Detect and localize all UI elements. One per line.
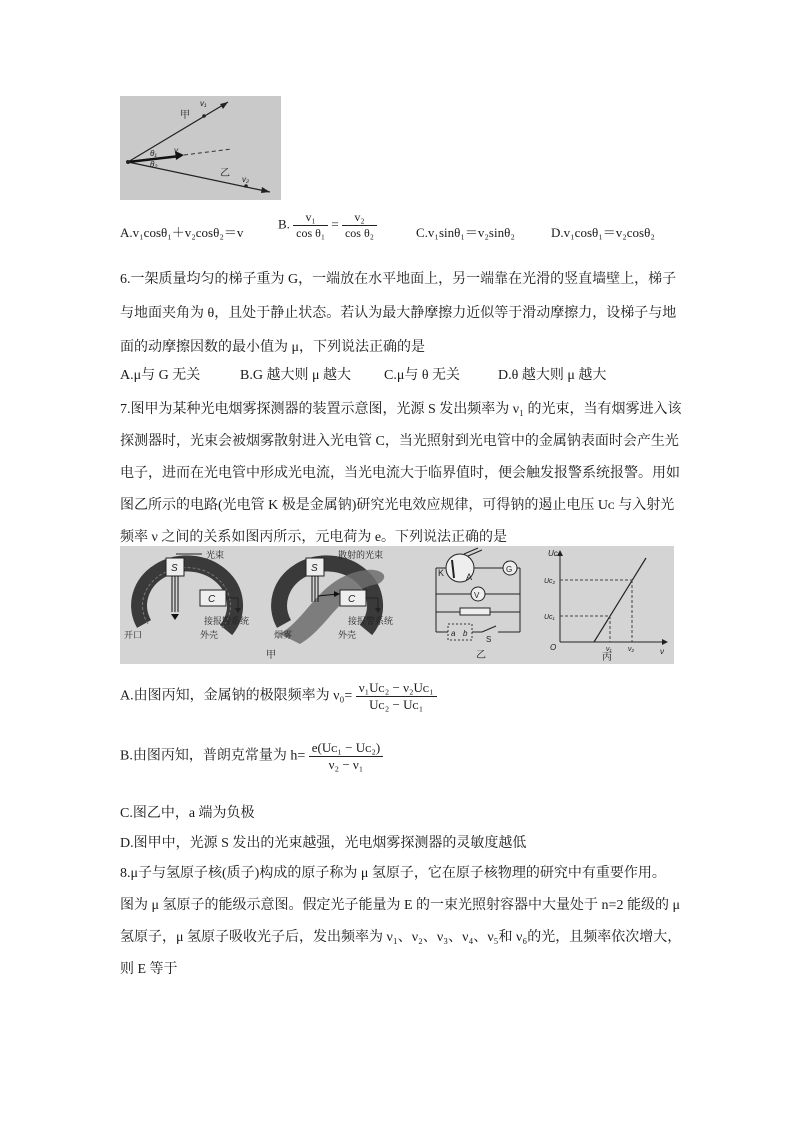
vector-diagram bbox=[120, 96, 281, 200]
label-yi: 乙 bbox=[220, 168, 230, 179]
q7-b-num: e(Uᴄ₁ − Uᴄ₂) bbox=[309, 740, 384, 757]
vector-figure bbox=[120, 96, 281, 200]
smoke-detector-figure bbox=[120, 546, 674, 664]
q7-option-c: C.图乙中，a 端为负极 bbox=[120, 806, 255, 821]
q7-line-4: 图乙所示的电路(光电管 K 极是金属钠)研究光电效应规律，可得钠的遏止电压 Uᴄ 与入射光 bbox=[120, 498, 675, 513]
q6-option-d: D.θ 越大则 μ 越大 bbox=[498, 368, 607, 383]
label-waike-2: 外壳 bbox=[338, 630, 357, 640]
label-theta1: θ₁ bbox=[150, 149, 157, 158]
label-k: K bbox=[438, 568, 445, 578]
label-sanshe: 散射的光束 bbox=[338, 550, 384, 560]
q7-b-den: ν₂ − ν₁ bbox=[328, 757, 364, 772]
q7-b-prefix: B.由图丙知，普朗克常量为 h= bbox=[120, 748, 306, 764]
q5-b-eq: = bbox=[331, 216, 339, 232]
q7-line-3: 电子，进而在光电管中形成光电流，当光电流大于临界值时，便会触发报警系统报警。用如 bbox=[120, 466, 680, 481]
q6-line-2: 与地面夹角为 θ，且处于静止状态。若认为最大静摩擦力近似等于滑动摩擦力，设梯子与地 bbox=[120, 306, 677, 321]
label-jia: 甲 bbox=[180, 110, 190, 121]
q7-line-2: 探测器时，光束会被烟雾散射进入光电管 C，当光照射到光电管中的金属钠表面时会产生光 bbox=[120, 434, 679, 449]
q7-option-a bbox=[120, 680, 437, 713]
q8-line-1: 8.μ子与氢原子核(质子)构成的原子称为 μ 氢原子，它在原子核物理的研究中有重要作用。 bbox=[120, 866, 666, 881]
label-terminal-b: b bbox=[463, 629, 468, 638]
label-waike-1: 外壳 bbox=[200, 630, 219, 640]
q6-line-3: 面的动摩擦因数的最小值为 μ，下列说法正确的是 bbox=[120, 340, 426, 355]
q7-option-b bbox=[120, 740, 383, 773]
q7-b-frac bbox=[309, 740, 384, 773]
tick-uc1: Uᴄ₁ bbox=[544, 614, 555, 621]
q7-option-d: D.图甲中，光源 S 发出的光束越强，光电烟雾探测器的灵敏度越低 bbox=[120, 836, 527, 851]
q7-line-5: 频率 ν 之间的关系如图丙所示，元电荷为 e。下列说法正确的是 bbox=[120, 530, 508, 545]
label-galvanometer: G bbox=[506, 565, 513, 574]
tick-v1: ν₁ bbox=[606, 646, 612, 653]
q5-option-b bbox=[278, 210, 377, 241]
label-jia-fig: 甲 bbox=[266, 650, 276, 661]
detector-smoke-ring bbox=[274, 549, 393, 644]
label-bing-fig: 丙 bbox=[602, 652, 612, 663]
label-guangshu: 光束 bbox=[206, 550, 225, 560]
label-kaikou: 开口 bbox=[124, 630, 143, 640]
label-v: v bbox=[174, 146, 178, 155]
label-a: A bbox=[466, 572, 473, 582]
q6-option-c: C.μ与 θ 无关 bbox=[384, 368, 461, 383]
smoke-detector-diagram bbox=[120, 546, 674, 664]
label-yi-fig: 乙 bbox=[476, 650, 486, 661]
q5-option-a: A.v₁cosθ₁＋v₂cosθ₂＝v bbox=[120, 225, 244, 240]
label-v1: v₁ bbox=[200, 99, 207, 108]
q6-option-a: A.μ与 G 无关 bbox=[120, 368, 201, 383]
axis-label-v: ν bbox=[660, 647, 664, 656]
label-yanwu: 烟雾 bbox=[274, 630, 293, 640]
q7-a-frac bbox=[356, 680, 437, 713]
q5-option-b-prefix: B. bbox=[278, 216, 290, 232]
q7-a-prefix: A.由图丙知，金属钠的极限频率为 ν₀= bbox=[120, 688, 353, 704]
label-baojing-2: 接报警系统 bbox=[348, 616, 394, 626]
label-v2: v₂ bbox=[242, 175, 250, 184]
q8-line-3: 氢原子，μ 氢原子吸收光子后，发出频率为 ν₁、ν₂、ν₃、ν₄、ν₅和 ν₆的光，且频率依次增大， bbox=[120, 930, 682, 945]
stopping-voltage-graph bbox=[544, 549, 668, 663]
q5-option-d: D.v₁cosθ₁＝v₂cosθ₂ bbox=[551, 225, 655, 240]
tick-uc2: Uᴄ₂ bbox=[544, 578, 556, 585]
q5-option-c: C.v₁sinθ₁＝v₂sinθ₂ bbox=[416, 225, 515, 240]
q5-b-num1: v₁ bbox=[293, 210, 328, 226]
q5-b-num2: v₂ bbox=[342, 210, 377, 226]
q6-option-b: B.G 越大则 μ 越大 bbox=[240, 368, 351, 383]
q5-option-b-frac1 bbox=[293, 210, 328, 241]
q7-a-den: Uᴄ₂ − Uᴄ₁ bbox=[369, 697, 424, 712]
label-baojing-1: 接报警系统 bbox=[204, 616, 250, 626]
circuit-diagram bbox=[436, 548, 520, 661]
label-terminal-a: a bbox=[451, 629, 456, 638]
detector-source-s: S bbox=[171, 563, 178, 574]
label-switch-s: S bbox=[486, 635, 492, 644]
q7-a-num: ν₁Uᴄ₂ − ν₂Uᴄ₁ bbox=[356, 680, 437, 697]
q5-b-den1: cos θ₁ bbox=[296, 226, 326, 240]
detector-tube-c-2: C bbox=[348, 594, 356, 605]
label-theta2: θ₂ bbox=[150, 160, 158, 169]
detector-source-s-2: S bbox=[311, 563, 318, 574]
axis-label-uc: Uᴄ bbox=[548, 549, 558, 558]
q5-option-b-frac2 bbox=[342, 210, 377, 241]
q5-b-den2: cos θ₂ bbox=[344, 226, 374, 240]
q8-line-4: 则 E 等于 bbox=[120, 962, 178, 977]
label-voltmeter: V bbox=[474, 591, 480, 600]
tick-v2: ν₂ bbox=[628, 646, 635, 653]
q7-line-1: 7.图甲为某种光电烟雾探测器的装置示意图，光源 S 发出频率为 ν₁ 的光束，当有烟雾进入该 bbox=[120, 402, 682, 417]
detector-tube-c: C bbox=[208, 594, 216, 605]
origin-o: O bbox=[550, 643, 557, 652]
detector-open-ring bbox=[124, 549, 249, 640]
q8-line-2: 图为 μ 氢原子的能级示意图。假定光子能量为 E 的一束光照射容器中大量处于 n=2 能级的 μ bbox=[120, 898, 680, 913]
q6-line-1: 6.一架质量均匀的梯子重为 G，一端放在水平地面上，另一端靠在光滑的竖直墙壁上，梯子 bbox=[120, 272, 677, 287]
